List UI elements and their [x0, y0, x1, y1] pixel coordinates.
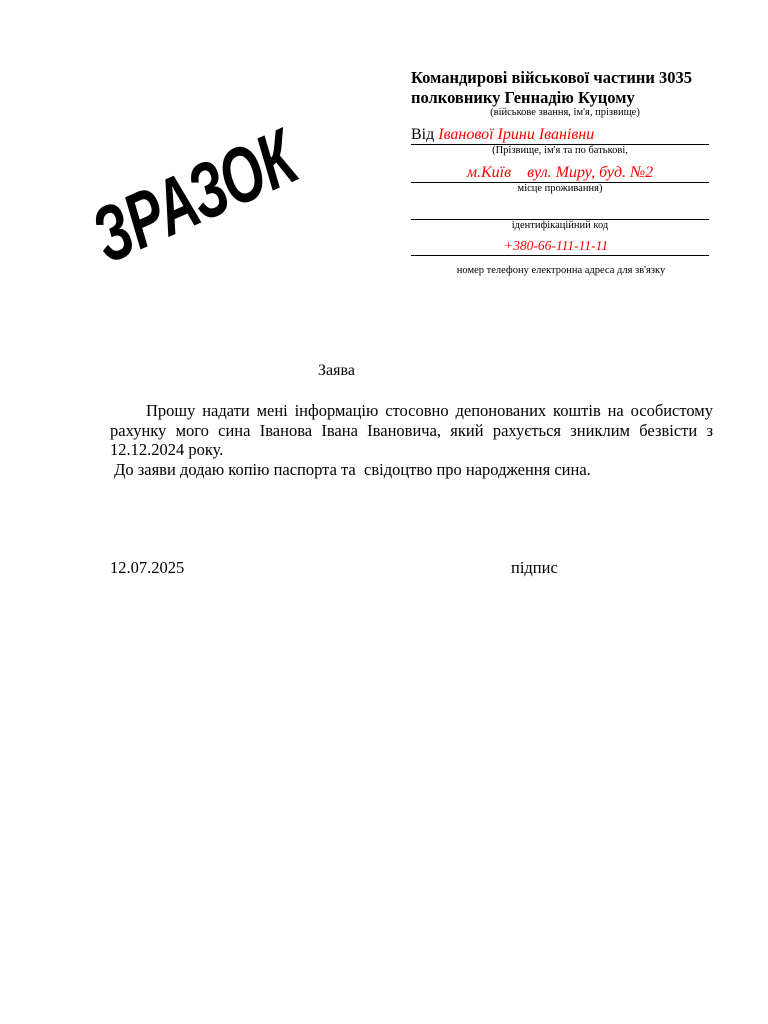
from-value: Іванової Ірини Іванівни: [438, 126, 595, 143]
sample-stamp-graphic: [79, 113, 319, 280]
phone-field: [411, 237, 709, 256]
caption-rank: (військове звання, ім'я, прізвище): [490, 107, 640, 118]
caption-phone: номер телефону електронна адреса для зв'язку: [456, 265, 666, 276]
caption-address: місце проживання): [517, 183, 603, 194]
request-paragraph: Прошу надати мені інформацію стосовно депонованих коштів на особистому рахунку мого сина Іванова Івана Івановича, який рахується зниклим безвісти з 12.12.2024 року.: [110, 401, 713, 459]
addressee-block: [411, 68, 721, 108]
id-field: [411, 201, 709, 220]
document-date: 12.07.2025: [110, 558, 185, 577]
from-prefix: Від: [411, 126, 435, 143]
signature-label: підпис: [511, 558, 558, 577]
address-field: [411, 164, 709, 183]
document-title: Заява: [318, 362, 355, 379]
stamp-text: ЗРАЗОК: [79, 113, 310, 280]
from-field: [411, 126, 709, 145]
address-value: м.Київ вул. Миру, буд. №2: [466, 164, 654, 181]
sample-stamp: [79, 113, 319, 280]
phone-value: +380-66-111-11-11: [504, 238, 609, 253]
addressee-line-2: полковнику Геннадію Куцому: [411, 88, 635, 107]
addressee-line-1: Командирові військової частини 3035: [411, 68, 693, 87]
caption-id: ідентифікаційний код: [511, 220, 609, 231]
caption-name: (Прізвище, ім'я та по батькові,: [492, 145, 628, 156]
attachment-paragraph: До заяви додаю копію паспорта та свідоцтво про народження сина.: [110, 460, 591, 479]
